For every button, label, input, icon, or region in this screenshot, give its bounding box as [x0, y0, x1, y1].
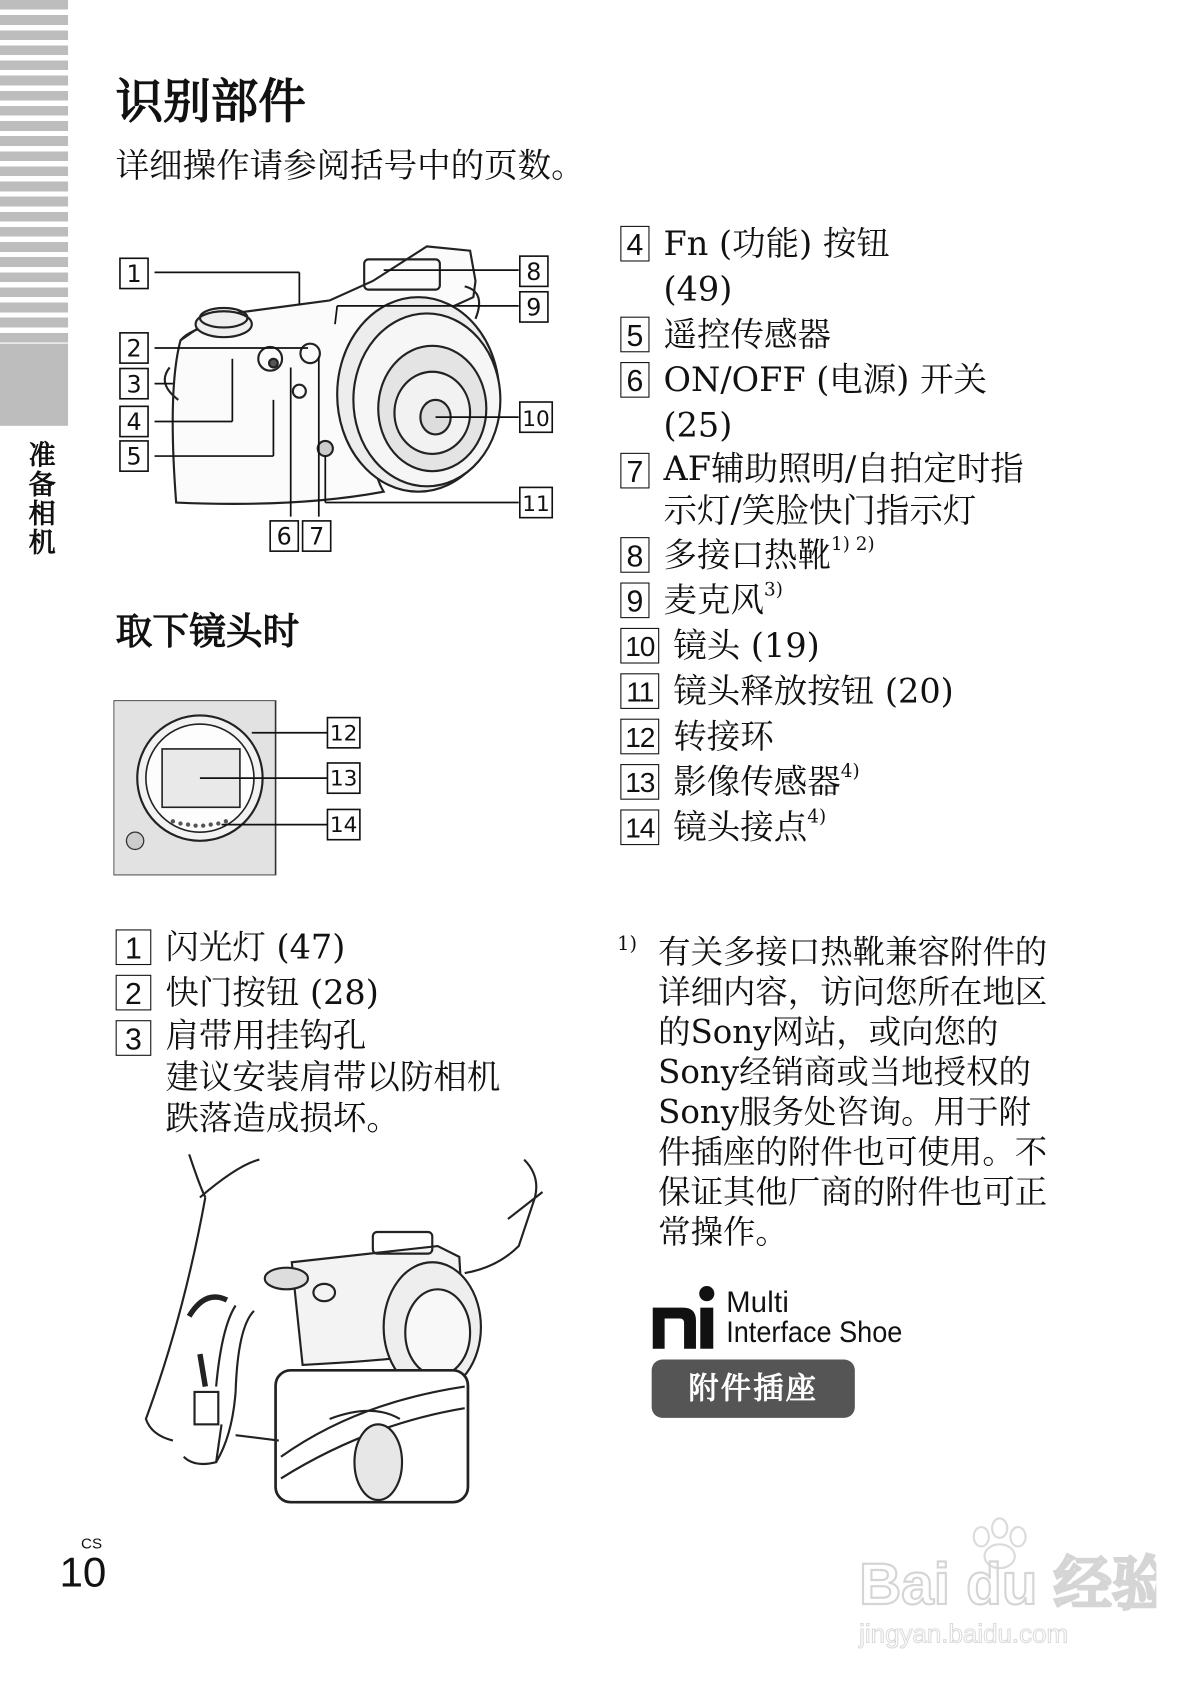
- side-tab-label: 准备相机: [24, 440, 57, 558]
- baidu-jingyan-watermark: [854, 1515, 1157, 1655]
- callout-3: [120, 369, 148, 399]
- accessory-shoe-badge: 附件插座: [652, 1360, 855, 1418]
- svg-text:4: 4: [126, 408, 142, 437]
- item-label: Fn (功能) 按钮 (49): [663, 224, 890, 310]
- svg-text:14: 14: [329, 813, 358, 839]
- page-number: 10: [59, 1549, 107, 1597]
- mis-i-dot: [699, 1286, 714, 1301]
- list-item: [620, 358, 1074, 449]
- item-text: [673, 760, 859, 805]
- item-text: 闪光灯 (47): [165, 928, 346, 968]
- region-code: CS: [81, 1534, 103, 1552]
- list-item: [620, 714, 1074, 759]
- part-list-right: [620, 222, 1074, 851]
- item-detail: 建议安装肩带以防相机跌落造成损坏。: [165, 1058, 501, 1138]
- item-label: 遥控传感器: [663, 315, 832, 355]
- item-label: 镜头释放按钮 (20): [673, 672, 954, 712]
- callout-4: [120, 406, 148, 436]
- svg-text:7: 7: [309, 522, 325, 551]
- callout-7: [303, 521, 331, 551]
- item-number-box: 6: [620, 362, 649, 398]
- item-number-box: 2: [116, 975, 152, 1011]
- footnote-text: 有关多接口热靴兼容附件的详细内容，访问您所在地区的Sony网站，或向您的Sony经销商或当地授权的Sony服务处咨询。用于附件插座的附件也可使用。不保证其他厂商的附件也可正常操作。: [658, 933, 1048, 1252]
- lens-mount-illustration: [113, 700, 372, 875]
- svg-text:11: 11: [522, 492, 550, 518]
- side-tab-block: [0, 344, 68, 426]
- item-number-box: 5: [620, 317, 649, 353]
- callout-13: [327, 763, 359, 793]
- strap-attach-drawing: [140, 1154, 572, 1511]
- item-text: [664, 358, 1031, 449]
- callout-6: [270, 521, 298, 551]
- watermark-graphic: [854, 1515, 1157, 1655]
- list-item: [620, 448, 1074, 532]
- item-text: [673, 669, 953, 714]
- item-number-box: 8: [620, 537, 649, 573]
- callout-5: [120, 441, 148, 471]
- item-number-box: 10: [620, 628, 659, 664]
- svg-text:8: 8: [526, 257, 542, 286]
- item-footnote-ref: 3): [764, 579, 783, 601]
- item-number-box: 4: [620, 226, 649, 262]
- svg-text:6: 6: [276, 522, 292, 551]
- item-number-box: 14: [620, 809, 659, 845]
- svg-text:5: 5: [126, 442, 142, 471]
- page-subtitle: 详细操作请参阅括号中的页数。: [115, 146, 585, 186]
- mis-n-glyph: [653, 1308, 696, 1349]
- footnote-mark: 1): [617, 932, 638, 956]
- strap-attach-illustration: [140, 1154, 572, 1511]
- item-text: [664, 533, 875, 578]
- callout-14: [327, 809, 359, 839]
- svg-text:12: 12: [329, 721, 358, 747]
- list-item: [620, 760, 1074, 805]
- item-number-box: 13: [620, 764, 659, 800]
- mis-logo-line1: Multi: [726, 1286, 789, 1319]
- list-item: [116, 970, 570, 1015]
- item-text: [673, 624, 819, 669]
- item-text: [664, 312, 832, 357]
- svg-text:3: 3: [126, 370, 142, 399]
- item-number-box: 9: [620, 582, 649, 618]
- multi-interface-shoe-logo: [651, 1284, 921, 1351]
- list-item: [620, 533, 1074, 578]
- callout-1: [120, 258, 148, 288]
- item-number-box: 12: [620, 719, 659, 755]
- item-text: [673, 714, 774, 759]
- item-number-box: 1: [116, 929, 152, 965]
- footnote: [617, 933, 1071, 1253]
- watermark-url: jingyan.baidu.com: [859, 1620, 1069, 1649]
- item-number-box: 7: [620, 453, 649, 489]
- lens-mount-drawing: [113, 700, 372, 875]
- item-label: AF辅助照明/自拍定时指示灯/笑脸快门指示灯: [663, 449, 1024, 531]
- item-label: 影像传感器: [673, 762, 841, 802]
- item-text: 肩带用挂钩孔: [165, 1016, 367, 1056]
- list-item: [620, 578, 1074, 623]
- side-tab-stripes: [0, 0, 68, 344]
- callout-12: [327, 718, 359, 748]
- item-label: 麦克风: [663, 581, 765, 621]
- item-text: [673, 805, 826, 850]
- mis-logo-line2: Interface Shoe: [726, 1317, 903, 1350]
- watermark-brand: Bai du 经验: [859, 1551, 1157, 1617]
- svg-text:13: 13: [329, 766, 358, 792]
- svg-text:1: 1: [126, 260, 142, 289]
- list-item: [620, 805, 1074, 850]
- item-footnote-ref: 1) 2): [831, 533, 875, 556]
- callout-9: [520, 292, 548, 322]
- list-item: [620, 624, 1074, 669]
- item-label: ON/OFF (电源) 开关 (25): [663, 360, 988, 446]
- camera-front-illustration: [113, 238, 567, 562]
- list-item: [116, 925, 570, 970]
- list-item: [620, 222, 1074, 313]
- item-number-box: 11: [620, 673, 659, 709]
- mis-logo-graphic: [651, 1284, 921, 1351]
- svg-text:2: 2: [126, 334, 142, 363]
- page-title: 识别部件: [115, 74, 306, 130]
- item-label: 镜头接点: [673, 808, 808, 848]
- part-list-left: [116, 925, 570, 1139]
- svg-text:10: 10: [522, 406, 550, 432]
- callout-11: [520, 487, 552, 517]
- section-heading: 取下镜头时: [115, 610, 300, 654]
- list-item: [620, 669, 1074, 714]
- item-text: [664, 578, 783, 623]
- item-label: 多接口热靴: [663, 536, 832, 575]
- mis-i-stem: [700, 1308, 713, 1349]
- item-footnote-ref: 4): [807, 806, 827, 828]
- list-item: [620, 312, 1074, 357]
- item-footnote-ref: 4): [840, 760, 860, 783]
- item-text: [664, 448, 1037, 532]
- callout-2: [120, 333, 148, 363]
- svg-text:9: 9: [526, 293, 542, 322]
- item-text: [664, 222, 945, 313]
- list-item: [116, 1016, 570, 1139]
- camera-front-drawing: [113, 238, 567, 562]
- item-text: 快门按钮 (28): [165, 973, 379, 1013]
- callout-10: [520, 402, 552, 432]
- callout-8: [520, 256, 548, 286]
- item-number-box: 3: [116, 1020, 152, 1056]
- item-label: 转接环: [673, 717, 774, 757]
- item-text-block: [165, 1016, 532, 1139]
- item-label: 镜头 (19): [673, 626, 820, 666]
